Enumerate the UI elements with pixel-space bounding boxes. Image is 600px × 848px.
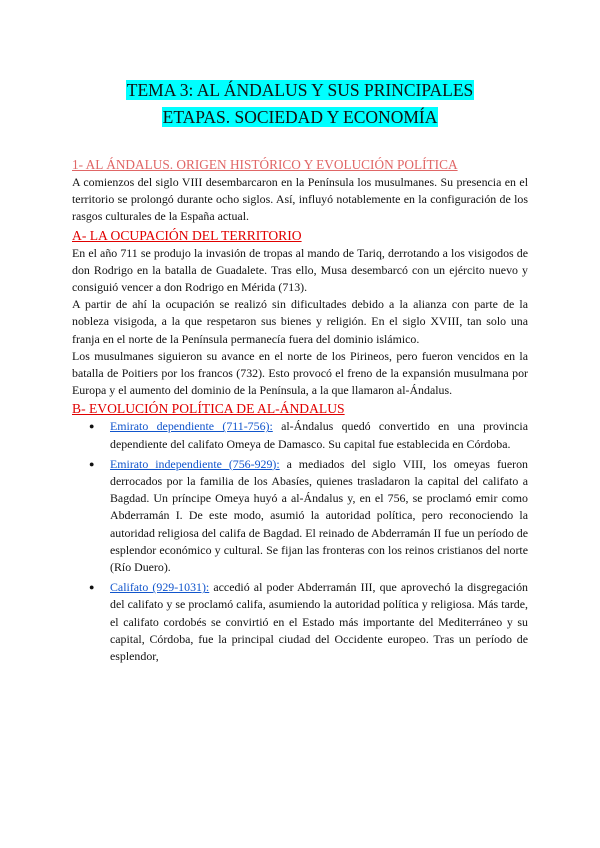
- page-title: [0, 77, 600, 131]
- list-item-emirato-dependiente: [72, 418, 528, 452]
- section-a-paragraph-2: A partir de ahí la ocupación se realizó sin dificultades debido a la alianza con parte de la nobleza visigoda, a la que respetaron sus bienes y religión. En el siglo XVIII, tan solo una franja en el norte de la Península permanecía fuera del dominio islámico.: [72, 297, 528, 346]
- section-b-list: [72, 418, 528, 665]
- list-item-text: al-Ándalus quedó convertido en una provincia dependiente del califato Omeya de Damasco. Su capital fue establecida en Córdoba.: [110, 419, 528, 451]
- section-a-heading: A- LA OCUPACIÓN DEL TERRITORIO: [72, 227, 302, 243]
- list-item-califato: [72, 579, 528, 665]
- link-emirato-dependiente[interactable]: Emirato dependiente (711-756):: [110, 419, 273, 434]
- title-line-1: TEMA 3: AL ÁNDALUS Y SUS PRINCIPALES: [126, 80, 474, 100]
- list-item-text: accedió al poder Abderramán III, que aprovechó la disgregación del califato y se proclamó califa, asumiendo la autoridad política y religiosa. Más tarde, el califato cordobés se convirtió en el Estado más importante del Mediterráneo y su capital, Córdoba, fue la principal ciudad del Occidente europeo. Tras un período de esplendor,: [110, 580, 528, 664]
- list-item-text: a mediados del siglo VIII, los omeyas fueron derrocados por la familia de los Abasíes, quienes trasladaron la capital del califato a Bagdad. Un príncipe Omeya huyó a al-Ándalus y, en el 756, se proclamó emir como Abderramán I. De este modo, asumió la autoridad política, pero reconociendo la autoridad religiosa del califa de Bagdad. El reinado de Abderramán II fue un período de esplendor económico y cultural. Se fijan las fronteras con los reinos cristianos del norte (Río Duero).: [110, 456, 528, 575]
- bullet-icon: ●: [89, 458, 95, 469]
- section-1-heading: 1- AL ÁNDALUS. ORIGEN HISTÓRICO Y EVOLUCIÓN POLÍTICA: [72, 157, 458, 172]
- title-line-2: ETAPAS. SOCIEDAD Y ECONOMÍA: [162, 107, 438, 127]
- section-b-heading: B- EVOLUCIÓN POLÍTICA DE AL-ÁNDALUS: [72, 401, 345, 417]
- section-1-intro: A comienzos del siglo VIII desembarcaron en la Península los musulmanes. Su presencia en el territorio se prolongó durante ocho siglos. Así, influyó notablemente en la configuración de los rasgos culturales de la España actual.: [72, 175, 528, 224]
- section-a-paragraph-1: En el año 711 se produjo la invasión de tropas al mando de Tariq, derrotando a los visigodos de don Rodrigo en la batalla de Guadalete. Tras ello, Musa desembarcó con un ejército nuevo y consiguió vencer a don Rodrigo en Mérida (713).: [72, 245, 528, 295]
- bullet-icon: ●: [89, 582, 95, 593]
- list-item-emirato-independiente: [72, 456, 528, 576]
- section-a-paragraph-3: Los musulmanes siguieron su avance en el norte de los Pirineos, pero fueron vencidos en la batalla de Poitiers por los francos (732). Esto provocó el freno de la expansión musulmana por Europa y el aumento del dominio de la Península, a la que llamaron al-Ándalus.: [72, 348, 528, 398]
- bullet-icon: ●: [89, 421, 95, 432]
- link-califato[interactable]: Califato (929-1031):: [110, 580, 210, 595]
- document-body: [72, 156, 528, 668]
- link-emirato-independiente[interactable]: Emirato independiente (756-929):: [110, 456, 280, 471]
